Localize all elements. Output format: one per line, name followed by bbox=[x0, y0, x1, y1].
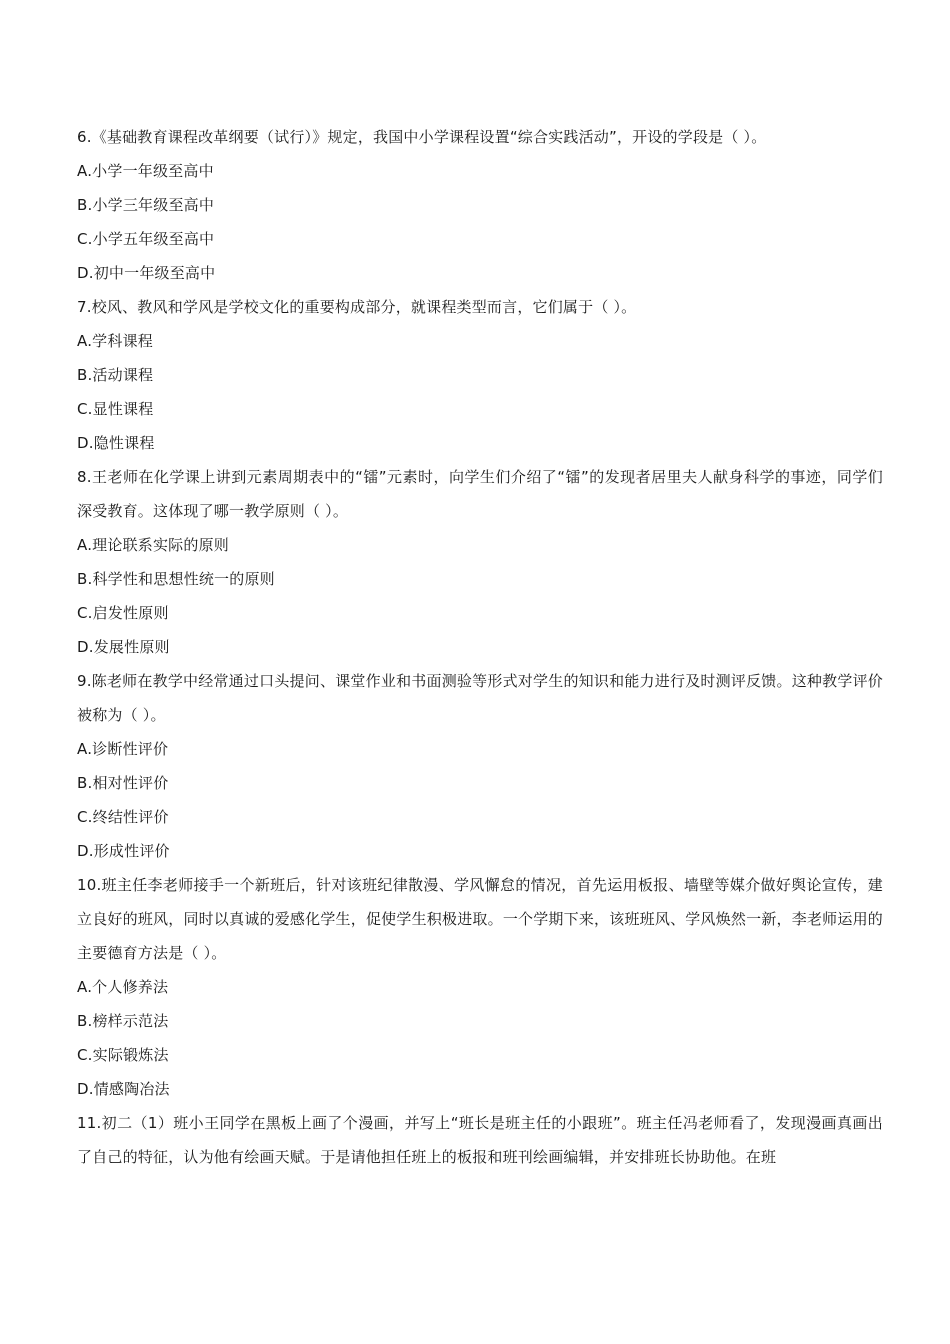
question-stem: 11.初二（1）班小王同学在黑板上画了个漫画，并写上“班长是班主任的小跟班”。班主任冯老师看了，发现漫画真画出了自己的特征，认为他有绘画天赋。于是请他担任班上的板报和班刊绘画编辑，并安排班长协助他。在班 bbox=[77, 1114, 883, 1166]
question-stem: 6.《基础教育课程改革纲要（试行）》规定，我国中小学课程设置“综合实践活动”，开设的学段是（ ）。 bbox=[77, 128, 767, 146]
question-10 bbox=[77, 868, 883, 1106]
option-b: B.小学三年级至高中 bbox=[77, 196, 215, 214]
option-a: A.个人修养法 bbox=[77, 978, 169, 996]
question-11 bbox=[77, 1106, 883, 1174]
question-6 bbox=[77, 120, 883, 290]
option-a: A.小学一年级至高中 bbox=[77, 162, 214, 180]
exam-page bbox=[77, 120, 883, 1174]
option-b: B.相对性评价 bbox=[77, 774, 169, 792]
question-7 bbox=[77, 290, 883, 460]
option-b: B.科学性和思想性统一的原则 bbox=[77, 570, 275, 588]
option-d: D.发展性原则 bbox=[77, 638, 170, 656]
question-stem: 9.陈老师在教学中经常通过口头提问、课堂作业和书面测验等形式对学生的知识和能力进行及时测评反馈。这种教学评价被称为（ ）。 bbox=[77, 672, 883, 724]
question-stem: 8.王老师在化学课上讲到元素周期表中的“镭”元素时，向学生们介绍了“镭”的发现者居里夫人献身科学的事迹，同学们深受教育。这体现了哪一教学原则（ ）。 bbox=[77, 468, 883, 520]
option-a: A.诊断性评价 bbox=[77, 740, 169, 758]
option-c: C.显性课程 bbox=[77, 400, 154, 418]
option-c: C.启发性原则 bbox=[77, 604, 169, 622]
question-stem: 7.校风、教风和学风是学校文化的重要构成部分，就课程类型而言，它们属于（ ）。 bbox=[77, 298, 637, 316]
option-c: C.小学五年级至高中 bbox=[77, 230, 215, 248]
option-c: C.实际锻炼法 bbox=[77, 1046, 169, 1064]
option-c: C.终结性评价 bbox=[77, 808, 169, 826]
option-b: B.榜样示范法 bbox=[77, 1012, 169, 1030]
question-stem: 10.班主任李老师接手一个新班后，针对该班纪律散漫、学风懈怠的情况，首先运用板报、墙壁等媒介做好舆论宣传，建立良好的班风，同时以真诚的爱感化学生，促使学生积极进取。一个学期下来，该班班风、学风焕然一新，李老师运用的主要德育方法是（ ）。 bbox=[77, 876, 883, 962]
option-d: D.隐性课程 bbox=[77, 434, 155, 452]
option-a: A.学科课程 bbox=[77, 332, 153, 350]
option-d: D.情感陶冶法 bbox=[77, 1080, 170, 1098]
option-b: B.活动课程 bbox=[77, 366, 154, 384]
option-a: A.理论联系实际的原则 bbox=[77, 536, 229, 554]
question-9 bbox=[77, 664, 883, 868]
question-8 bbox=[77, 460, 883, 664]
option-d: D.形成性评价 bbox=[77, 842, 170, 860]
option-d: D.初中一年级至高中 bbox=[77, 264, 216, 282]
